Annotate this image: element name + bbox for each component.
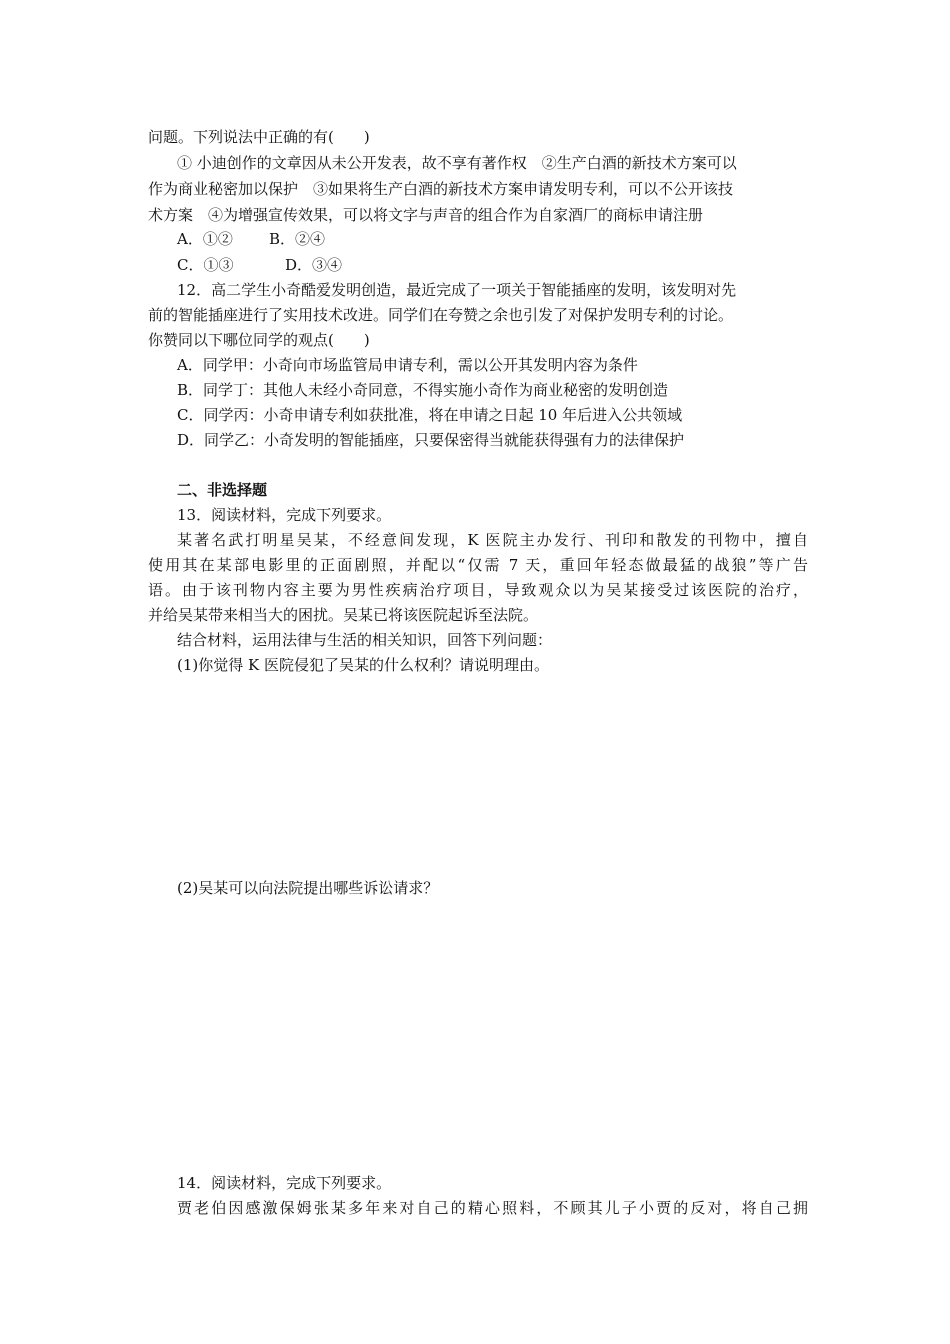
q12-stem-line: 你赞同以下哪位同学的观点( ) [148,331,370,349]
q12-option-a: A．同学甲：小奇向市场监管局申请专利，需以公开其发明内容为条件 [177,356,638,374]
q11-statement-line: 作为商业秘密加以保护 ③如果将生产白酒的新技术方案申请发明专利，可以不公开该技 [148,180,734,198]
q13-subquestion-1: (1)你觉得 K 医院侵犯了吴某的什么权利？请说明理由。 [177,656,549,674]
q14-material-line: 贾老伯因感激保姆张某多年来对自己的精心照料，不顾其儿子小贾的反对，将自己拥 [177,1199,808,1217]
q13-instruction: 结合材料，运用法律与生活的相关知识，回答下列问题： [177,631,553,649]
question-intro-tail: 问题。下列说法中正确的有( ) [148,128,370,146]
q11-option-d: D．③④ [285,256,343,274]
q14-stem: 14．阅读材料，完成下列要求。 [177,1174,392,1192]
q11-options-row [177,255,808,275]
q13-subquestion-2: (2)吴某可以向法院提出哪些诉讼请求？ [177,879,439,897]
q11-options-row [177,229,808,249]
q13-stem: 13．阅读材料，完成下列要求。 [177,506,392,524]
q12-stem-line: 12．高二学生小奇酷爱发明创造，最近完成了一项关于智能插座的发明，该发明对先 [177,281,737,299]
q13-material-line: 某著名武打明星吴某，不经意间发现，K 医院主办发行、刊印和散发的刊物中，擅自 [177,531,808,549]
section-heading: 二、非选择题 [177,481,268,499]
q12-option-b: B．同学丁：其他人未经小奇同意，不得实施小奇作为商业秘密的发明创造 [177,381,669,399]
q13-material-line: 语。由于该刊物内容主要为男性疾病治疗项目，导致观众以为吴某接受过该医院的治疗， [148,581,808,599]
q12-option-c: C．同学丙：小奇申请专利如获批准，将在申请之日起 10 年后进入公共领域 [177,406,683,424]
q12-option-d: D．同学乙：小奇发明的智能插座，只要保密得当就能获得强有力的法律保护 [177,431,685,449]
q11-statement-line: 术方案 ④为增强宣传效果，可以将文字与声音的组合作为自家酒厂的商标申请注册 [148,206,704,224]
q13-material-line: 并给吴某带来相当大的困扰。吴某已将该医院起诉至法院。 [148,606,539,624]
q11-option-a: A．①② [177,230,233,248]
q11-option-c: C．①③ [177,256,234,274]
q12-stem-line: 前的智能插座进行了实用技术改进。同学们在夸赞之余也引发了对保护发明专利的讨论。 [148,306,734,324]
q11-statement-line: ① 小迪创作的文章因从未公开发表，故不享有著作权 ②生产白酒的新技术方案可以 [177,154,737,172]
q13-material-line: 使用其在某部电影里的正面剧照，并配以“仅需 7 天，重回年轻态做最猛的战狼”等广告 [148,556,808,574]
q11-option-b: B．②④ [269,230,326,248]
